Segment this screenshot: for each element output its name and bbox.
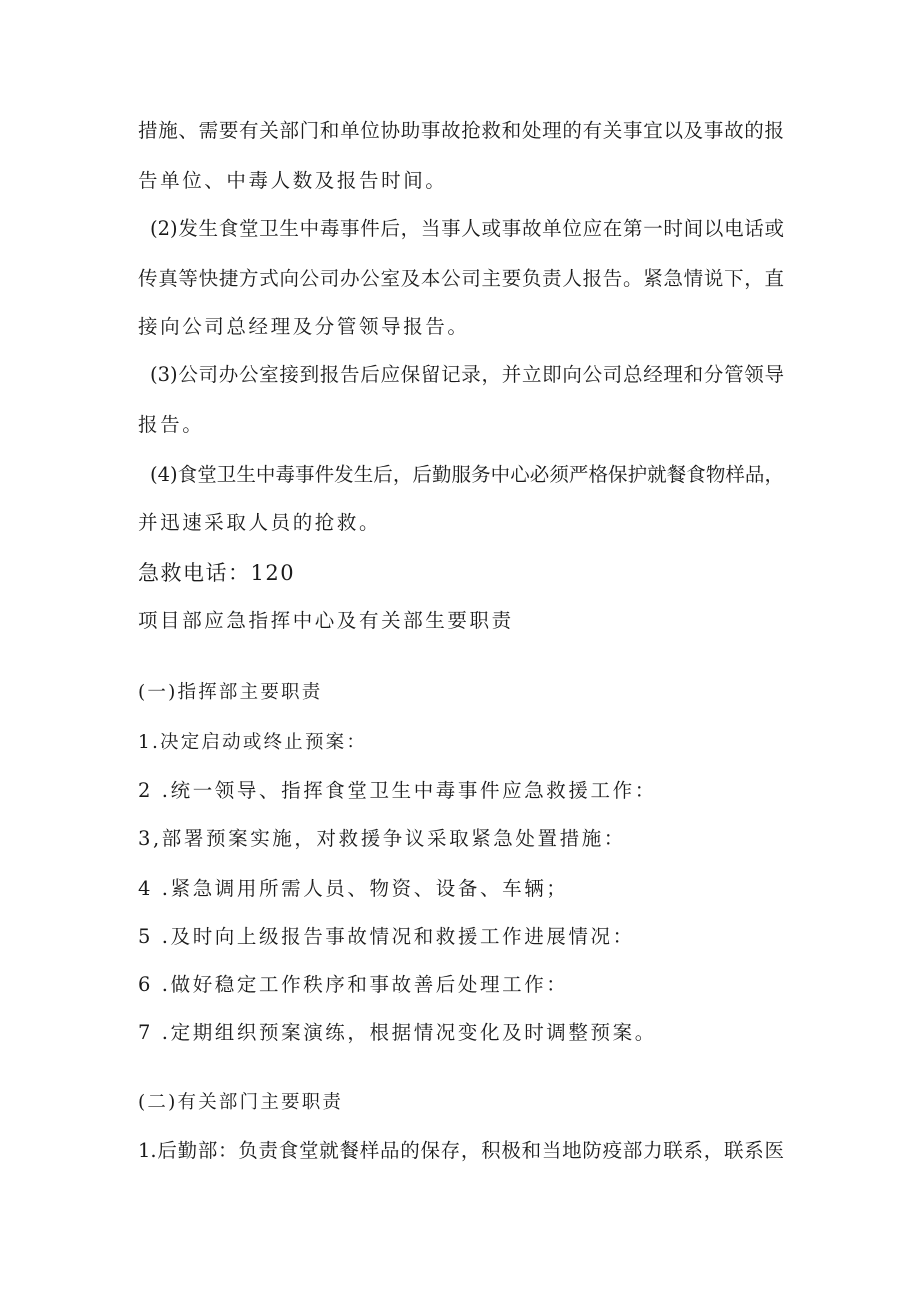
emergency-phone: 急救电话：120 <box>138 561 296 585</box>
duty-item-2: 2 .统一领导、指挥食堂卫生中毒事件应急救援工作： <box>138 779 657 802</box>
duty-item-4: 4 .紧急调用所需人员、物资、设备、车辆； <box>138 877 569 900</box>
department-duty-1: 1.后勤部：负责食堂就餐样品的保存，积极和当地防疫部力联系，联系医 <box>138 1139 784 1162</box>
subsection-heading-2: (二)有关部门主要职责 <box>138 1092 344 1113</box>
paragraph-line: 措施、需要有关部门和单位协助事故抢救和处理的有关事宜以及事故的报 <box>138 119 784 142</box>
list-item-3-line: (3)公司办公室接到报告后应保留记录，并立即向公司总经理和分管领导 <box>150 363 784 386</box>
duty-item-6: 6 .做好稳定工作秩序和事故善后处理工作： <box>138 973 569 996</box>
duty-item-5: 5 .及时向上级报告事故情况和救援工作进展情况： <box>138 925 635 948</box>
subsection-heading-1: (一)指挥部主要职责 <box>138 682 323 703</box>
list-item-2-line: (2)发生食堂卫生中毒事件后，当事人或事故单位应在第一时间以电话或 <box>150 217 784 240</box>
paragraph-line: 传真等快捷方式向公司办公室及本公司主要负责人报告。紧急情说下，直 <box>138 267 784 290</box>
list-item-4-line: (4)食堂卫生中毒事件发生后，后勤服务中心必须严格保护就餐食物样品， <box>150 463 784 486</box>
section-heading: 项目部应急指挥中心及有关部生要职责 <box>138 609 514 632</box>
paragraph-line: 接向公司总经理及分管领导报告。 <box>138 315 470 338</box>
duty-item-1: 1.决定启动或终止预案： <box>138 732 368 753</box>
duty-item-7: 7 .定期组织预案演练，根据情况变化及时调整预案。 <box>138 1021 657 1044</box>
paragraph-line: 并迅速采取人员的抢救。 <box>138 511 382 534</box>
paragraph-line: 报告。 <box>138 413 205 436</box>
duty-item-3: 3,部署预案实施，对救援争议采取紧急处置措施： <box>138 827 626 850</box>
paragraph-line: 告单位、中毒人数及报告时间。 <box>138 169 448 192</box>
